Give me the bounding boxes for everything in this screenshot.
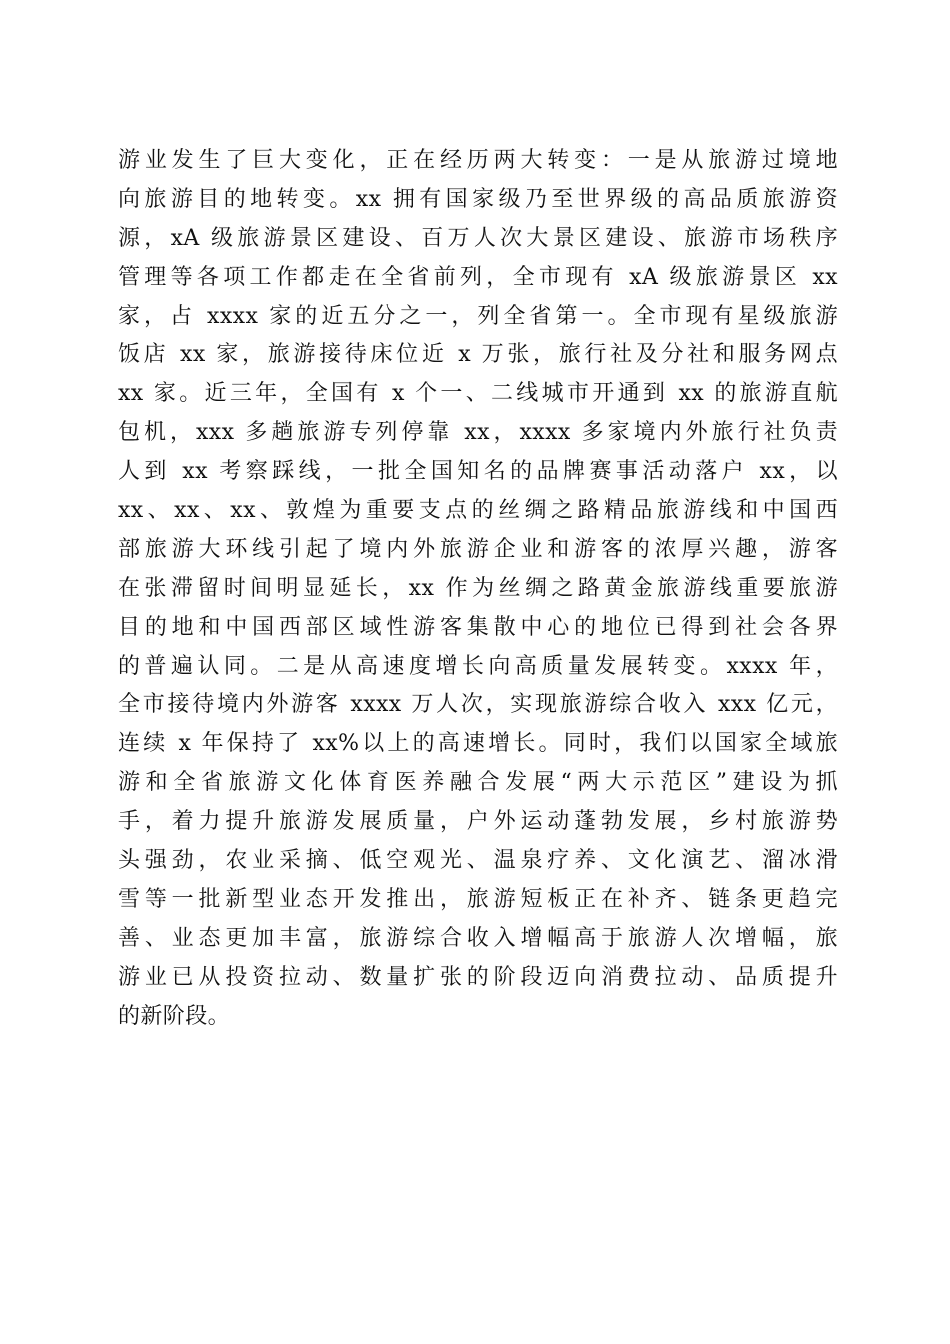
text-line-7: xx 家。近三年，全国有 x 个一、二线城市开通到 xx 的旅游直航	[118, 381, 838, 407]
text-line-14: 的普遍认同。二是从高速度增长向高质量发展转变。xxxx 年，	[118, 653, 838, 679]
text-line-4: 管理等各项工作都走在全省前列，全市现有 xA 级旅游景区 xx	[118, 264, 838, 290]
text-line-9: 人到 xx 考察踩线，一批全国知名的品牌赛事活动落户 xx，以	[118, 459, 838, 485]
text-line-21: 善、业态更加丰富，旅游综合收入增幅高于旅游人次增幅，旅	[118, 925, 838, 951]
text-line-8: 包机，xxx 多趟旅游专列停靠 xx，xxxx 多家境内外旅行社负责	[118, 420, 838, 446]
text-line-16: 连续 x 年保持了 xx%以上的高速增长。同时，我们以国家全域旅	[118, 731, 838, 757]
text-line-10: xx、xx、xx、敦煌为重要支点的丝绸之路精品旅游线和中国西	[118, 498, 838, 524]
text-line-5: 家，占 xxxx 家的近五分之一，列全省第一。全市现有星级旅游	[118, 303, 838, 329]
text-line-11: 部旅游大环线引起了境内外旅游企业和游客的浓厚兴趣，游客	[118, 536, 838, 562]
text-line-18: 手，着力提升旅游发展质量，户外运动蓬勃发展，乡村旅游势	[118, 809, 838, 835]
text-line-19: 头强劲，农业采摘、低空观光、温泉疗养、文化演艺、溜冰滑	[118, 848, 838, 874]
text-line-15: 全市接待境内外游客 xxxx 万人次，实现旅游综合收入 xxx 亿元，	[118, 692, 838, 718]
text-line-3: 源，xA 级旅游景区建设、百万人次大景区建设、旅游市场秩序	[118, 225, 838, 251]
body-paragraph	[118, 142, 838, 1036]
text-line-6: 饭店 xx 家，旅游接待床位近 x 万张，旅行社及分社和服务网点	[118, 342, 838, 368]
text-line-1: 游业发生了巨大变化，正在经历两大转变：一是从旅游过境地	[118, 148, 838, 173]
text-line-20: 雪等一批新型业态开发推出，旅游短板正在补齐、链条更趋完	[118, 886, 838, 912]
text-line-17: 游和全省旅游文化体育医养融合发展“两大示范区”建设为抓	[118, 770, 838, 796]
text-line-2: 向旅游目的地转变。xx 拥有国家级乃至世界级的高品质旅游资	[118, 186, 838, 212]
text-line-13: 目的地和中国西部区域性游客集散中心的地位已得到社会各界	[118, 614, 838, 640]
text-line-12: 在张滞留时间明显延长，xx 作为丝绸之路黄金旅游线重要旅游	[118, 575, 838, 601]
text-line-22: 游业已从投资拉动、数量扩张的阶段迈向消费拉动、品质提升	[118, 964, 838, 990]
text-line-23: 的新阶段。	[118, 1003, 231, 1029]
